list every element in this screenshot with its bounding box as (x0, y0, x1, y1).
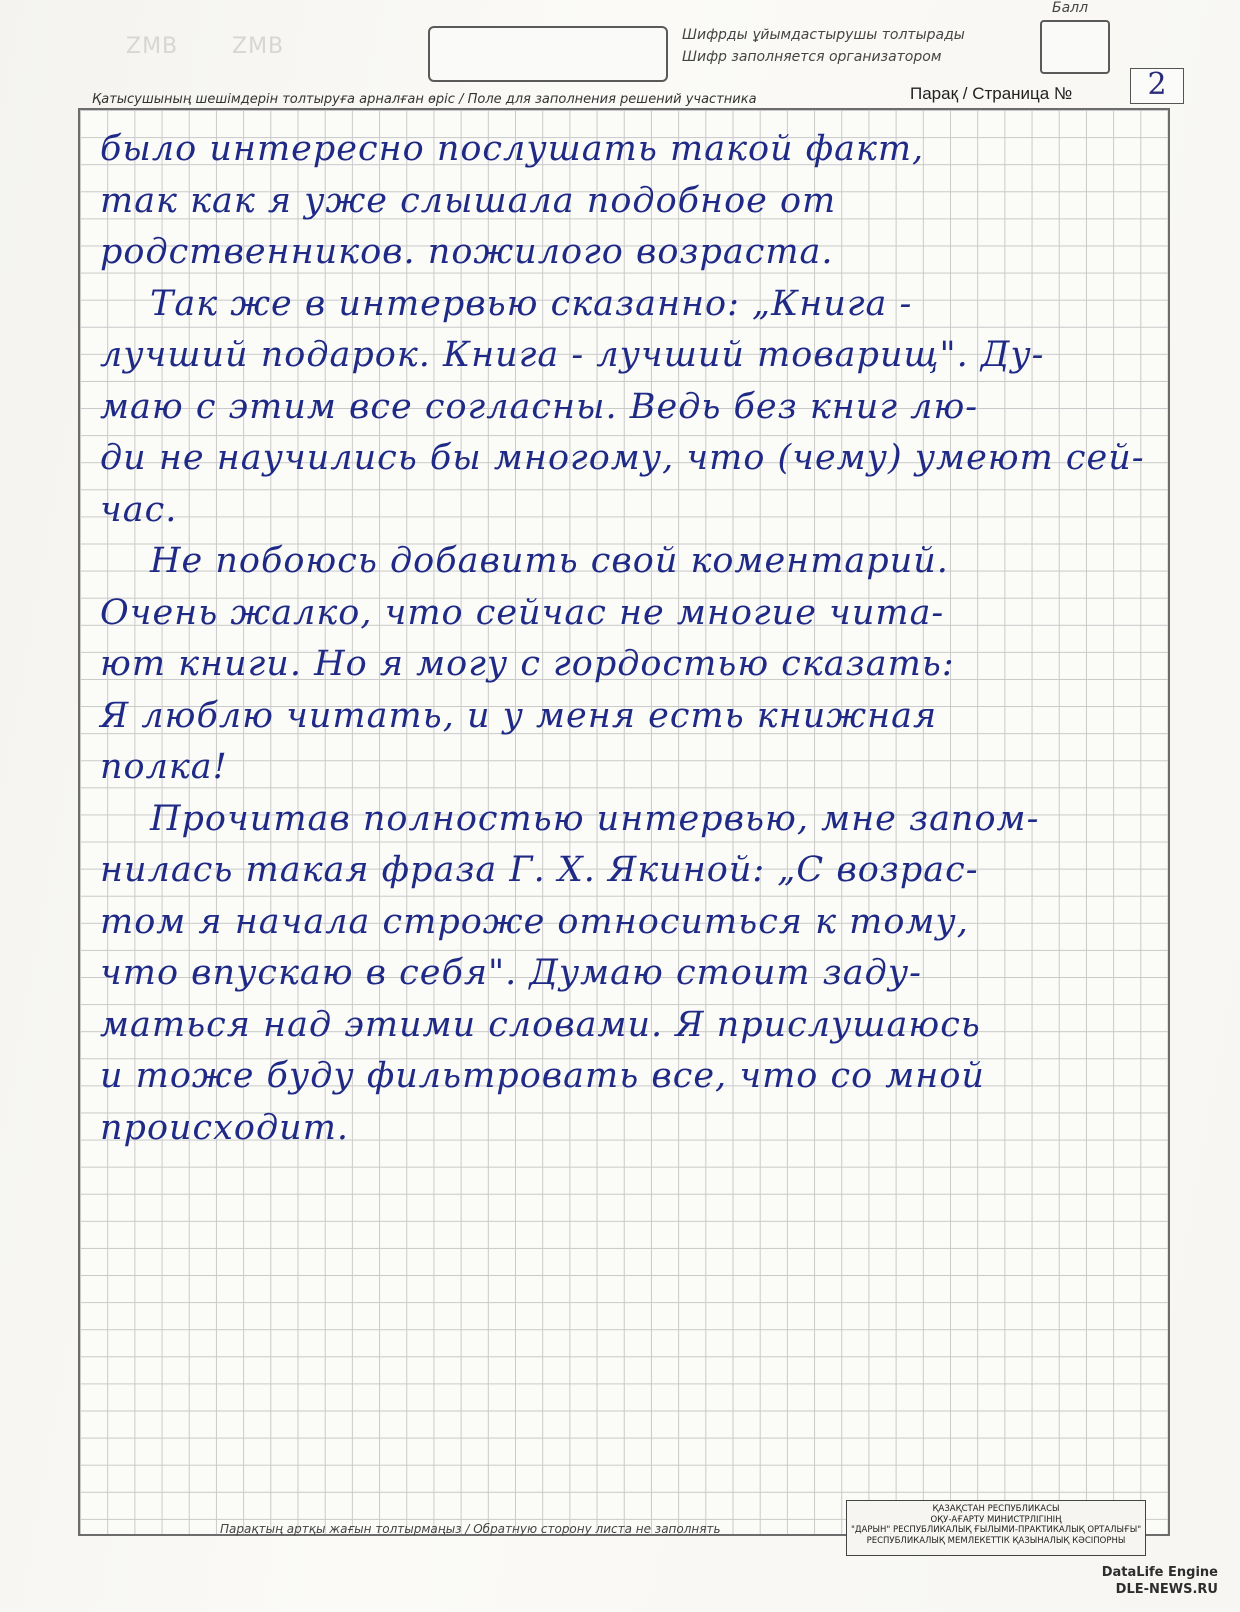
stamp-line: "ДАРЫН" РЕСПУБЛИКАЛЫҚ ҒЫЛЫМИ-ПРАКТИКАЛЫҚ ОРТАЛЫҒЫ" (851, 1525, 1141, 1535)
handwritten-line: ди не научились бы многому, что (чему) умеют сей- (100, 438, 1145, 478)
stamp-line: РЕСПУБЛИКАЛЫҚ МЕМЛЕКЕТТІК ҚАЗЫНАЛЫҚ КӘСІПОРНЫ (866, 1535, 1126, 1546)
cipher-note-ru: Шифр заполняется организатором (682, 49, 942, 65)
handwritten-line: маться над этими словами. Я прислушаюсь (100, 1004, 981, 1045)
watermark-line: DLE-NEWS.RU (1115, 1582, 1218, 1597)
answer-grid (78, 108, 1170, 1536)
score-label: Балл (1052, 0, 1089, 16)
zmb-logo-mark: ZMB (126, 34, 179, 59)
handwritten-line: Так же в интервью сказанно: „Книга - (150, 283, 913, 324)
stamp-line: ҚАЗАҚСТАН РЕСПУБЛИКАСЫ (932, 1504, 1060, 1514)
handwritten-line: полка! (100, 747, 228, 787)
page-number: 2 (1147, 67, 1167, 102)
handwritten-line: Очень жалко, что сейчас не многие чита- (100, 592, 945, 633)
zmb-logo-mark: ZMB (232, 34, 285, 59)
handwritten-line: Я люблю читать, и у меня есть книжная (100, 695, 938, 736)
handwritten-line: было интересно послушать такой факт, (100, 129, 925, 169)
handwritten-line: час. (100, 489, 178, 530)
handwritten-line: Не побоюсь добавить свой коментарий. (150, 541, 949, 581)
handwritten-line: происходит. (100, 1107, 350, 1148)
cipher-note-kk: Шифрды ұйымдастырушы толтырады (682, 27, 965, 43)
handwritten-line: ют книги. Но я могу с гордостью сказать: (100, 644, 955, 684)
field-caption: Қатысушының шешімдерін толтыруға арналған өріс / Поле для заполнения решений участника (92, 92, 757, 107)
page-label: Парақ / Страница № (910, 84, 1073, 103)
handwritten-line: родственников. пожилого возраста. (100, 232, 834, 272)
watermark-line: DataLife Engine (1101, 1565, 1218, 1580)
handwritten-line: так как я уже слышала подобное от (100, 180, 837, 221)
watermark (1102, 1564, 1218, 1598)
handwritten-line: нилась такая фраза Г. Х. Якиной: „С возрас- (100, 850, 979, 890)
handwritten-line: и тоже буду фильтровать все, что со мной (100, 1056, 985, 1096)
cipher-note (682, 24, 965, 68)
stamp-line: ОҚУ-АҒАРТУ МИНИСТРЛІГІНІҢ (930, 1514, 1062, 1525)
handwritten-line: маю с этим все согласны. Ведь без книг лю- (100, 386, 979, 427)
handwritten-answer (100, 124, 1150, 1154)
handwritten-line: Прочитав полностью интервью, мне запом- (150, 798, 1040, 839)
handwritten-line: лучший подарок. Книга - лучший товарищ". Ду- (100, 335, 1045, 375)
handwritten-line: что впускаю в себя". Думаю стоит заду- (100, 953, 922, 993)
cipher-box (428, 26, 668, 82)
organization-stamp (846, 1500, 1146, 1556)
handwritten-line: том я начала строже относиться к тому, (100, 901, 969, 942)
footer-note: Парақтың артқы жағын толтырмаңыз / Обратную сторону листа не заполнять (220, 1522, 721, 1536)
page-number-box (1130, 68, 1184, 104)
score-box (1040, 20, 1110, 74)
